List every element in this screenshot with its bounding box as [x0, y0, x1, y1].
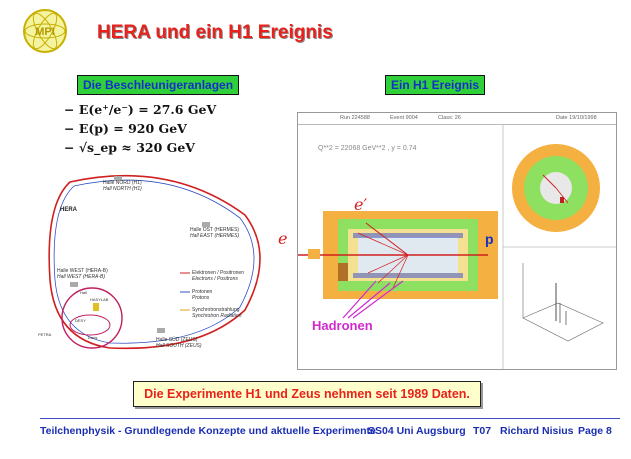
h1-event-display: [278, 112, 617, 370]
footer-divider: [40, 418, 620, 419]
hall-east-label: Halle OST (HERMES) Hall EAST (HERMES): [190, 227, 240, 239]
page-title: HERA und ein H1 Ereignis: [97, 22, 333, 43]
event-header: Run 224588 Event 9004 Class: 26 Date 19/10/1998: [298, 113, 616, 125]
hadrons-label: Hadronen: [312, 318, 373, 333]
accelerator-heading: Die Beschleunigeranlagen: [77, 75, 239, 95]
event-heading: Ein H1 Ereignis: [385, 75, 485, 95]
scattered-electron-label: e′: [354, 195, 368, 214]
formula-proton-energy: − E(p) = 920 GeV: [64, 121, 187, 136]
formula-cm-energy: − √s_ep ≈ 320 GeV: [64, 140, 195, 155]
hera-map: [30, 160, 275, 360]
footer-section: T07: [473, 425, 492, 437]
desy-label: DESY: [75, 318, 86, 323]
hall-west-label: Halle WEST (HERA-B) Hall WEST (HERA-B): [57, 268, 108, 280]
proton-label: p: [485, 231, 494, 247]
footer-semester: SS04 Uni Augsburg: [368, 425, 466, 437]
hall-label: Hall: [80, 290, 87, 295]
petra-label: PETRA: [38, 332, 52, 337]
footer-page: Page 8: [578, 425, 612, 437]
mpi-logo: [22, 8, 68, 54]
kinematics-text: Q**2 = 22068 GeV**2 , y = 0.74: [318, 145, 417, 152]
doris-label: Doris: [88, 335, 98, 340]
electron-label: e: [278, 229, 288, 248]
hera-ring-label: HERA: [60, 207, 78, 213]
hasylab-label: HASYLAB: [90, 297, 109, 302]
svg-text:MPI: MPI: [35, 26, 55, 38]
footer-course: Teilchenphysik - Grundlegende Konzepte und aktuelle Experimente: [40, 425, 376, 437]
legend-protons: Protonen Protons: [192, 289, 213, 301]
legend-electrons: Elektronen / Positronen Electrons / Positrons: [192, 270, 244, 282]
conclusion-text: Die Experimente H1 und Zeus nehmen seit 1989 Daten.: [144, 387, 470, 401]
legend-synchrotron: Synchrotronstrahlung Synchrotron Radiation: [192, 307, 242, 319]
formula-electron-energy: − E(e⁺/e⁻) = 27.6 GeV: [64, 102, 217, 117]
hall-south-label: Halle SÜD (ZEUS) Hall SOUTH (ZEUS): [156, 337, 202, 349]
footer-author: Richard Nisius: [500, 425, 574, 437]
conclusion-box: [133, 381, 481, 407]
hall-north-label: Halle NORD (H1) Hall NORTH (H1): [103, 180, 142, 192]
